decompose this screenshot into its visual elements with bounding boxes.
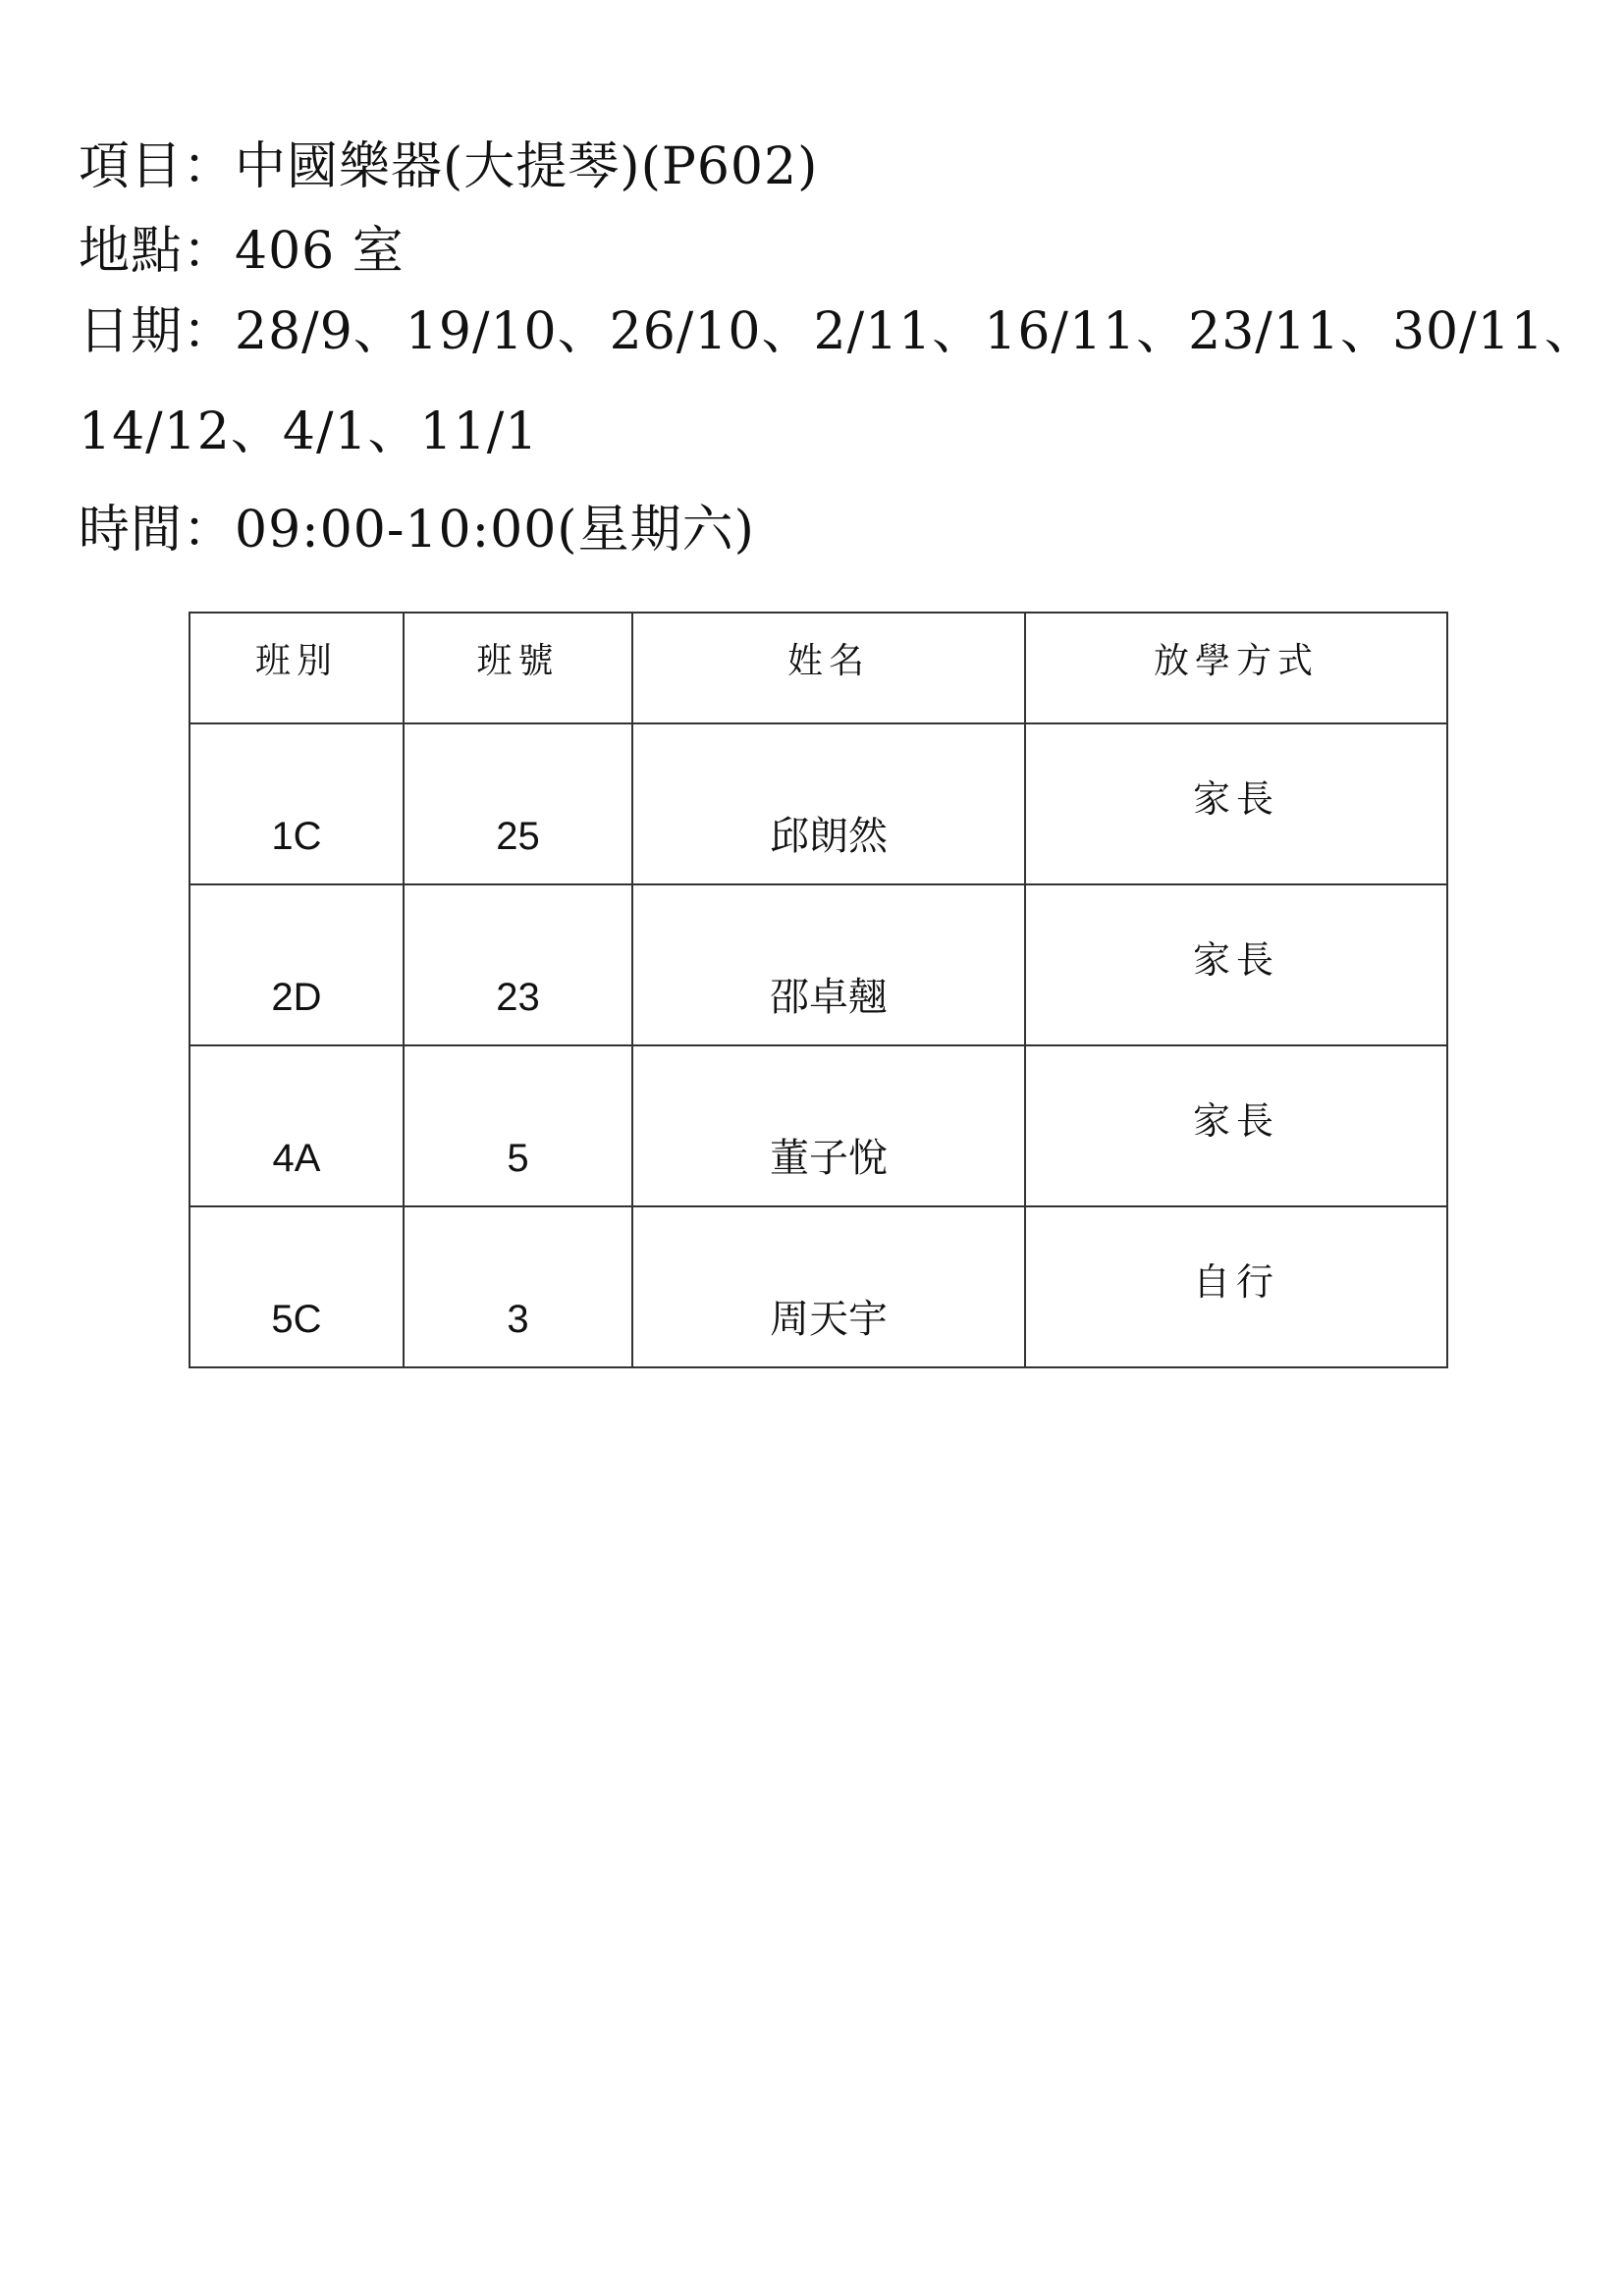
dismissal-cell xyxy=(1025,884,1447,1045)
number-value: 23 xyxy=(496,976,540,1019)
class-value: 2D xyxy=(271,976,322,1019)
number-cell xyxy=(404,723,632,884)
header-number: 班號 xyxy=(404,613,632,723)
class-cell xyxy=(189,723,404,884)
number-value: 25 xyxy=(496,815,540,858)
dismissal-cell xyxy=(1025,723,1447,884)
name-cell xyxy=(632,723,1025,884)
dismissal-value: 家長 xyxy=(1192,1099,1279,1143)
name-value: 董子悅 xyxy=(770,1137,888,1180)
class-cell xyxy=(189,884,404,1045)
name-cell xyxy=(632,1045,1025,1206)
name-cell xyxy=(632,1206,1025,1367)
dismissal-cell xyxy=(1025,1045,1447,1206)
header-dismissal: 放學方式 xyxy=(1025,613,1447,723)
table-row xyxy=(189,1045,1447,1206)
time-line: 時間：09:00-10:00(星期六) xyxy=(79,501,755,560)
dates-line-2: 14/12、4/1、11/1 xyxy=(79,402,539,461)
number-cell xyxy=(404,1206,632,1367)
table-header-row xyxy=(189,613,1447,723)
class-value: 4A xyxy=(272,1137,321,1180)
name-value: 周天宇 xyxy=(770,1298,888,1341)
dismissal-value: 家長 xyxy=(1192,777,1279,821)
dismissal-value: 自行 xyxy=(1192,1260,1279,1304)
header-name: 姓名 xyxy=(632,613,1025,723)
table-row xyxy=(189,884,1447,1045)
class-value: 5C xyxy=(271,1298,322,1341)
dismissal-cell xyxy=(1025,1206,1447,1367)
table-row xyxy=(189,723,1447,884)
number-value: 3 xyxy=(507,1298,529,1341)
dates-line-1: 日期：28/9、19/10、26/10、2/11、16/11、23/11、30/11、 xyxy=(79,302,1597,361)
name-value: 邱朗然 xyxy=(770,815,888,858)
number-value: 5 xyxy=(507,1137,529,1180)
item-line: 項目：中國樂器(大提琴)(P602) xyxy=(79,137,819,196)
name-cell xyxy=(632,884,1025,1045)
venue-line: 地點：406 室 xyxy=(79,222,405,281)
class-cell xyxy=(189,1045,404,1206)
name-value: 邵卓翹 xyxy=(770,976,888,1019)
table-row xyxy=(189,1206,1447,1367)
number-cell xyxy=(404,884,632,1045)
student-roster-table xyxy=(189,612,1448,1368)
number-cell xyxy=(404,1045,632,1206)
class-cell xyxy=(189,1206,404,1367)
class-value: 1C xyxy=(271,815,322,858)
header-class: 班別 xyxy=(189,613,404,723)
dismissal-value: 家長 xyxy=(1192,938,1279,982)
